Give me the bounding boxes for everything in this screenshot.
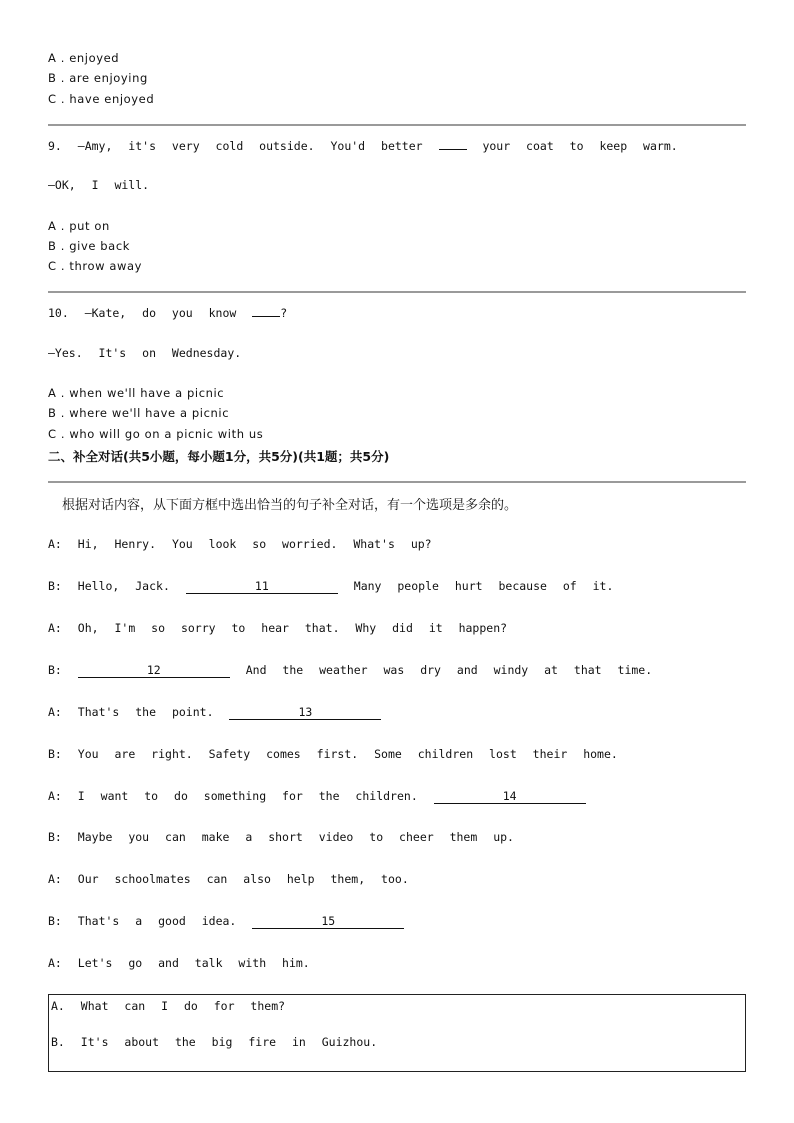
divider — [48, 124, 746, 126]
speaker: B: — [48, 747, 62, 761]
line-text: I want to do something for the children. — [77, 789, 418, 803]
dialogue-line-2 — [48, 579, 613, 594]
q10-stem — [48, 304, 287, 320]
section-heading: 二、补全对话(共5小题，每小题1分，共5分)(共1题；共5分) — [48, 449, 390, 464]
q10-option-b: B . where we'll have a picnic — [48, 406, 230, 420]
q10-option-c: C . who will go on a picnic with us — [48, 427, 264, 441]
line-text-after: And the weather was dry and windy at that time. — [245, 663, 653, 677]
speaker: B: — [48, 914, 62, 928]
speaker: A: — [48, 537, 62, 551]
section-instruction: 根据对话内容，从下面方框中选出恰当的句子补全对话，有一个选项是多余的。 — [62, 498, 518, 513]
q10-stem-before: 10. —Kate, do you know — [48, 306, 237, 320]
line-text: Let's go and talk with him. — [77, 956, 310, 970]
blank-11: 11 — [186, 580, 338, 594]
q8-option-b: B . are enjoying — [48, 71, 148, 85]
q9-stem-after: your coat to keep warm. — [482, 139, 678, 153]
line-text: Hi, Henry. You look so worried. What's up? — [77, 537, 432, 551]
box-option-text: It's about the big fire in Guizhou. — [80, 1035, 378, 1049]
speaker: A: — [48, 789, 62, 803]
speaker: B: — [48, 579, 62, 593]
line-text: That's the point. — [77, 705, 214, 719]
speaker: B: — [48, 830, 62, 844]
q9-blank — [439, 137, 467, 150]
speaker: A: — [48, 705, 62, 719]
q10-reply: —Yes. It's on Wednesday. — [48, 346, 242, 360]
q9-stem — [48, 137, 678, 153]
speaker: B: — [48, 663, 62, 677]
options-box — [48, 994, 746, 1072]
q8-option-c: C . have enjoyed — [48, 92, 155, 106]
blank-12: 12 — [78, 664, 230, 678]
dialogue-line-5 — [48, 705, 381, 720]
line-text: Maybe you can make a short video to cheer them up. — [77, 830, 514, 844]
line-text: Hello, Jack. — [77, 579, 170, 593]
dialogue-line-1 — [48, 537, 432, 551]
dialogue-line-4 — [48, 663, 652, 678]
q10-blank — [252, 304, 280, 317]
line-text: Oh, I'm so sorry to hear that. Why did it happen? — [77, 621, 508, 635]
box-option-b — [51, 1035, 377, 1049]
line-text: That's a good idea. — [77, 914, 237, 928]
q9-stem-before: 9. —Amy, it's very cold outside. You'd better — [48, 139, 423, 153]
dialogue-line-11 — [48, 956, 310, 970]
box-option-text: What can I do for them? — [80, 999, 286, 1013]
q10-stem-after: ? — [280, 306, 288, 320]
dialogue-line-7 — [48, 789, 586, 804]
divider — [48, 291, 746, 293]
line-text: Our schoolmates can also help them, too. — [77, 872, 409, 886]
dialogue-line-3 — [48, 621, 507, 635]
line-text-after: Many people hurt because of it. — [353, 579, 614, 593]
dialogue-line-8 — [48, 830, 514, 844]
q9-option-b: B . give back — [48, 239, 131, 253]
blank-14: 14 — [434, 790, 586, 804]
speaker: A: — [48, 956, 62, 970]
box-option-a — [51, 999, 285, 1013]
line-text: You are right. Safety comes first. Some children lost their home. — [77, 747, 618, 761]
box-option-letter: B. — [51, 1035, 65, 1049]
dialogue-line-10 — [48, 914, 404, 929]
box-option-letter: A. — [51, 999, 65, 1013]
dialogue-line-9 — [48, 872, 409, 886]
divider — [48, 481, 746, 483]
q9-option-a: A . put on — [48, 219, 110, 233]
blank-15: 15 — [252, 915, 404, 929]
q10-option-a: A . when we'll have a picnic — [48, 386, 225, 400]
speaker: A: — [48, 621, 62, 635]
speaker: A: — [48, 872, 62, 886]
q9-option-c: C . throw away — [48, 259, 143, 273]
dialogue-line-6 — [48, 747, 618, 761]
blank-13: 13 — [229, 706, 381, 720]
q8-option-a: A . enjoyed — [48, 51, 120, 65]
q9-reply: —OK, I will. — [48, 178, 150, 192]
